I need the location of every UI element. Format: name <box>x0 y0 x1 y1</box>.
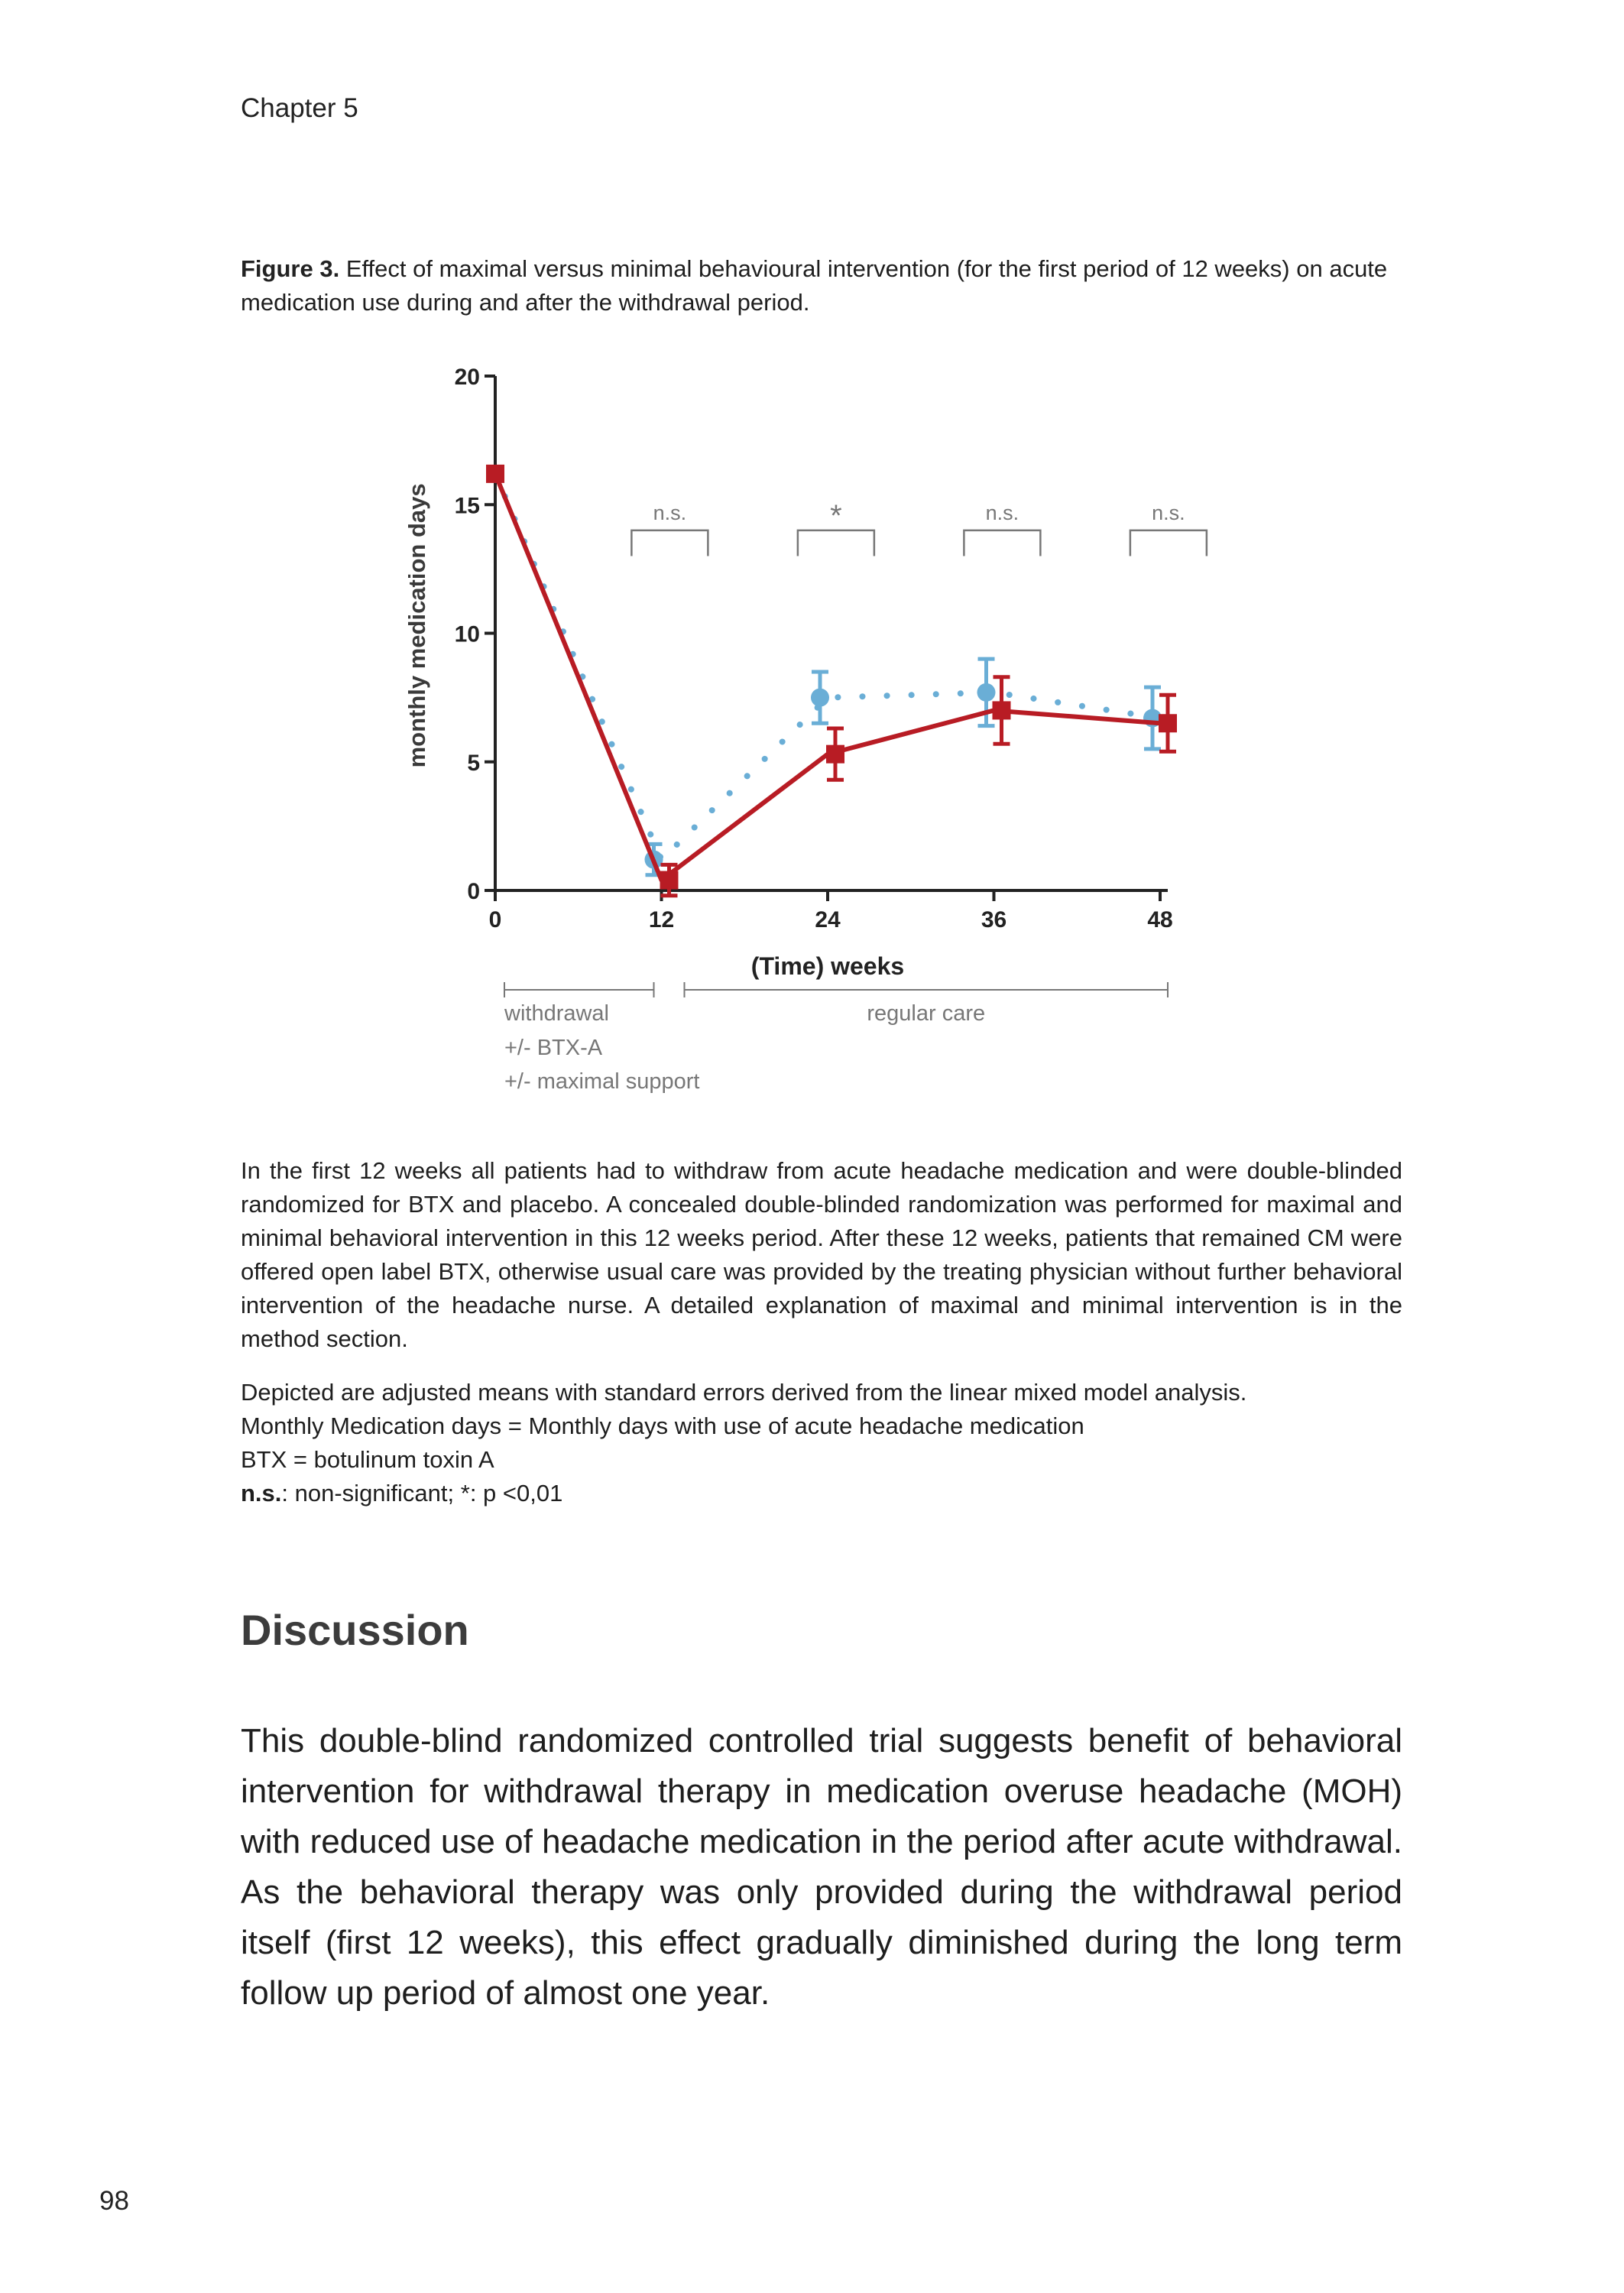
data-point <box>977 683 996 702</box>
note-line-2: Monthly Medication days = Monthly days with use of acute headache medication <box>241 1412 1084 1439</box>
period-bracket <box>504 982 654 997</box>
running-head: Chapter 5 <box>241 93 358 123</box>
section-heading: Discussion <box>241 1606 469 1654</box>
significance-label: n.s. <box>985 501 1019 524</box>
x-axis-label: (Time) weeks <box>750 952 905 980</box>
figure-notes <box>241 1376 1402 1510</box>
data-point <box>660 871 679 890</box>
discussion-paragraph: This double-blind randomized controlled trial suggests benefit of behavioral intervention for withdrawal therapy in medication overuse headache (MOH) with reduced use of headache medication in the period after acute withdrawal. As the behavioral therapy was only provided during the withdrawal period itself (first 12 weeks), this effect gradually diminished during the long term follow up period of almost one year. <box>241 1722 1402 2012</box>
significance-bracket <box>631 530 708 556</box>
x-tick-label: 12 <box>648 907 675 932</box>
figure-explanation-paragraph: In the first 12 weeks all patients had to withdraw from acute headache medication and were double-blinded randomized for BTX and placebo. A concealed double-blinded randomization was performed for maximal and minimal behavioral intervention in this 12 weeks period. After these 12 weeks, patients that remained CM were offered open label BTX, otherwise usual care was provided by the treating physician without further behavioral intervention of the headache nurse. A detailed explanation of maximal and minimal intervention is in the method section. <box>241 1157 1402 1352</box>
data-point <box>826 745 844 764</box>
note-ns-text: : non-significant; *: p <0,01 <box>281 1480 563 1507</box>
series-line-2 <box>495 474 1160 881</box>
y-tick-label: 15 <box>454 493 480 519</box>
note-line-3: BTX = botulinum toxin A <box>241 1446 494 1473</box>
series-line-1 <box>495 474 1160 860</box>
y-axis-label: monthly medication days <box>404 483 430 768</box>
figure-caption <box>241 252 1402 319</box>
note-ns-label: n.s. <box>241 1480 282 1507</box>
data-point <box>1159 714 1177 732</box>
y-tick-label: 10 <box>454 621 480 647</box>
data-point <box>993 701 1011 719</box>
significance-bracket <box>964 530 1040 556</box>
y-tick-label: 5 <box>467 750 480 776</box>
page-number: 98 <box>99 2186 129 2216</box>
x-tick-label: 48 <box>1147 907 1173 932</box>
x-tick-label: 24 <box>815 907 841 932</box>
y-tick-label: 0 <box>467 879 480 904</box>
significance-bracket <box>798 530 874 556</box>
significance-label: n.s. <box>653 501 687 524</box>
period-note: +/- BTX-A <box>504 1036 603 1060</box>
figure-caption-text: Effect of maximal versus minimal behavioural intervention (for the first period of 12 weeks) on acute medication use during and after the withdrawal period. <box>241 255 1388 316</box>
period-note: +/- maximal support <box>504 1069 700 1094</box>
significance-label: * <box>830 498 842 533</box>
significance-bracket <box>1130 530 1207 556</box>
y-tick-label: 20 <box>454 365 480 390</box>
x-tick-label: 36 <box>981 907 1007 932</box>
period-bracket <box>685 982 1169 997</box>
period-label: withdrawal <box>504 1001 609 1026</box>
x-tick-label: 0 <box>488 907 502 932</box>
significance-label: n.s. <box>1152 501 1185 524</box>
data-point <box>811 689 829 707</box>
period-label: regular care <box>867 1001 986 1026</box>
figure-label: Figure 3. <box>241 255 340 282</box>
line-chart <box>382 336 1269 1101</box>
data-point <box>486 465 504 483</box>
note-line-1: Depicted are adjusted means with standard errors derived from the linear mixed model analysis. <box>241 1379 1247 1406</box>
note-line-4 <box>241 1477 1402 1510</box>
